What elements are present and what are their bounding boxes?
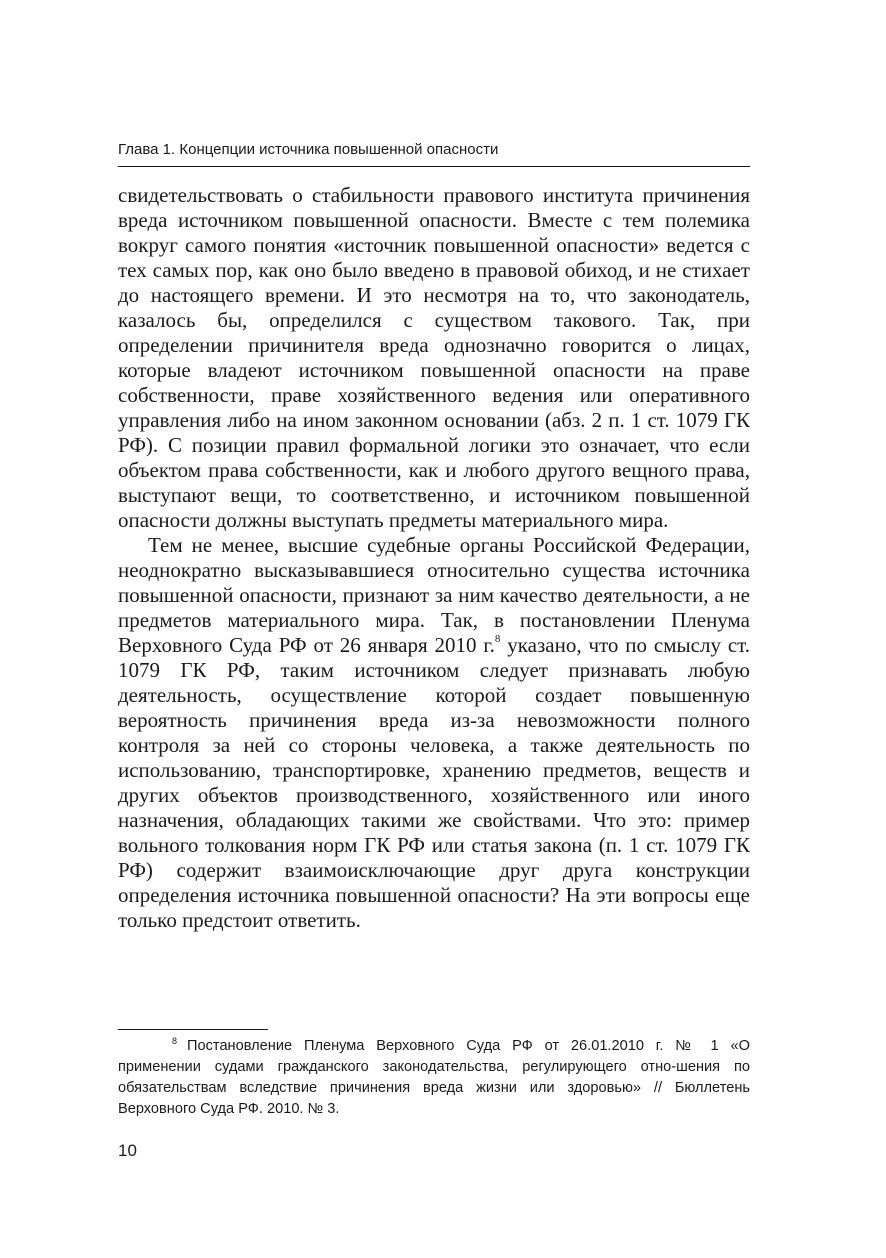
paragraph-1: свидетельствовать о стабильности правового института причинения вреда источником повышенной опасности. Вместе с тем полемика вокруг самого понятия «источник повышенной опасности» ведется с тех самых пор, как оно было введено в правовой обиход, и не стихает до настоящего времени. И это несмотря на то, что законодатель, казалось бы, определился с существом такового. Так, при определении причинителя вреда однозначно говорится о лицах, которые владеют источником повышенной опасности на праве собственности, праве хозяйственного ведения или оперативного управления либо на ином законном основании (абз. 2 п. 1 ст. 1079 ГК РФ). С позиции правил формальной логики это означает, что если объектом права собственности, как и любого другого вещного права, выступают вещи, то соответственно, и источником повышенной опасности должны выступать предметы материального мира. bbox=[118, 183, 750, 532]
footnote bbox=[118, 1036, 750, 1120]
header-rule bbox=[118, 166, 750, 167]
paragraph-2-part-2: указано, что по смыслу ст. 1079 ГК РФ, таким источником следует признавать любую деятельность, осуществление которой создает повышенную вероятность причинения вреда из-за невозможности полного контроля за ней со стороны человека, а также деятельность по использованию, транспортировке, хранению предметов, веществ и других объектов производственного, хозяйственного или иного назначения, обладающих такими же свойствами. Что это: пример вольного толкования норм ГК РФ или статья закона (п. 1 ст. 1079 ГК РФ) содержит взаимоисключающие друг друга конструкции определения источника повышенной опасности? На эти вопросы еще только предстоит ответить. bbox=[118, 633, 750, 932]
footnote-number: 8 bbox=[172, 1036, 178, 1047]
page-number: 10 bbox=[118, 1141, 137, 1160]
paragraph-2-part-1: Тем не менее, высшие судебные органы Российской Федерации, неоднократно высказывавшиеся относительно существа источника повышенной опасности, признают за ним качество деятельности, а не предметов материального мира. Так, в постановлении Пленума Верховного Суда РФ от 26 января 2010 г. bbox=[118, 533, 750, 657]
footnote-text: Постановление Пленума Верховного Суда РФ от 26.01.2010 г. № 1 «О применении судами гражданского законодательства, регулирующего отно-шения по обязательствам вследствие причинения вреда жизни или здоровью» // Бюллетень Верховного Суда РФ. 2010. № 3. bbox=[118, 1038, 750, 1117]
main-text bbox=[118, 183, 750, 933]
running-head: Глава 1. Концепции источника повышенной опасности bbox=[118, 141, 499, 158]
footnote-rule bbox=[118, 1029, 268, 1030]
paragraph-2 bbox=[118, 533, 750, 933]
book-page bbox=[118, 0, 750, 1258]
footnote-reference[interactable]: 8 bbox=[494, 633, 501, 645]
